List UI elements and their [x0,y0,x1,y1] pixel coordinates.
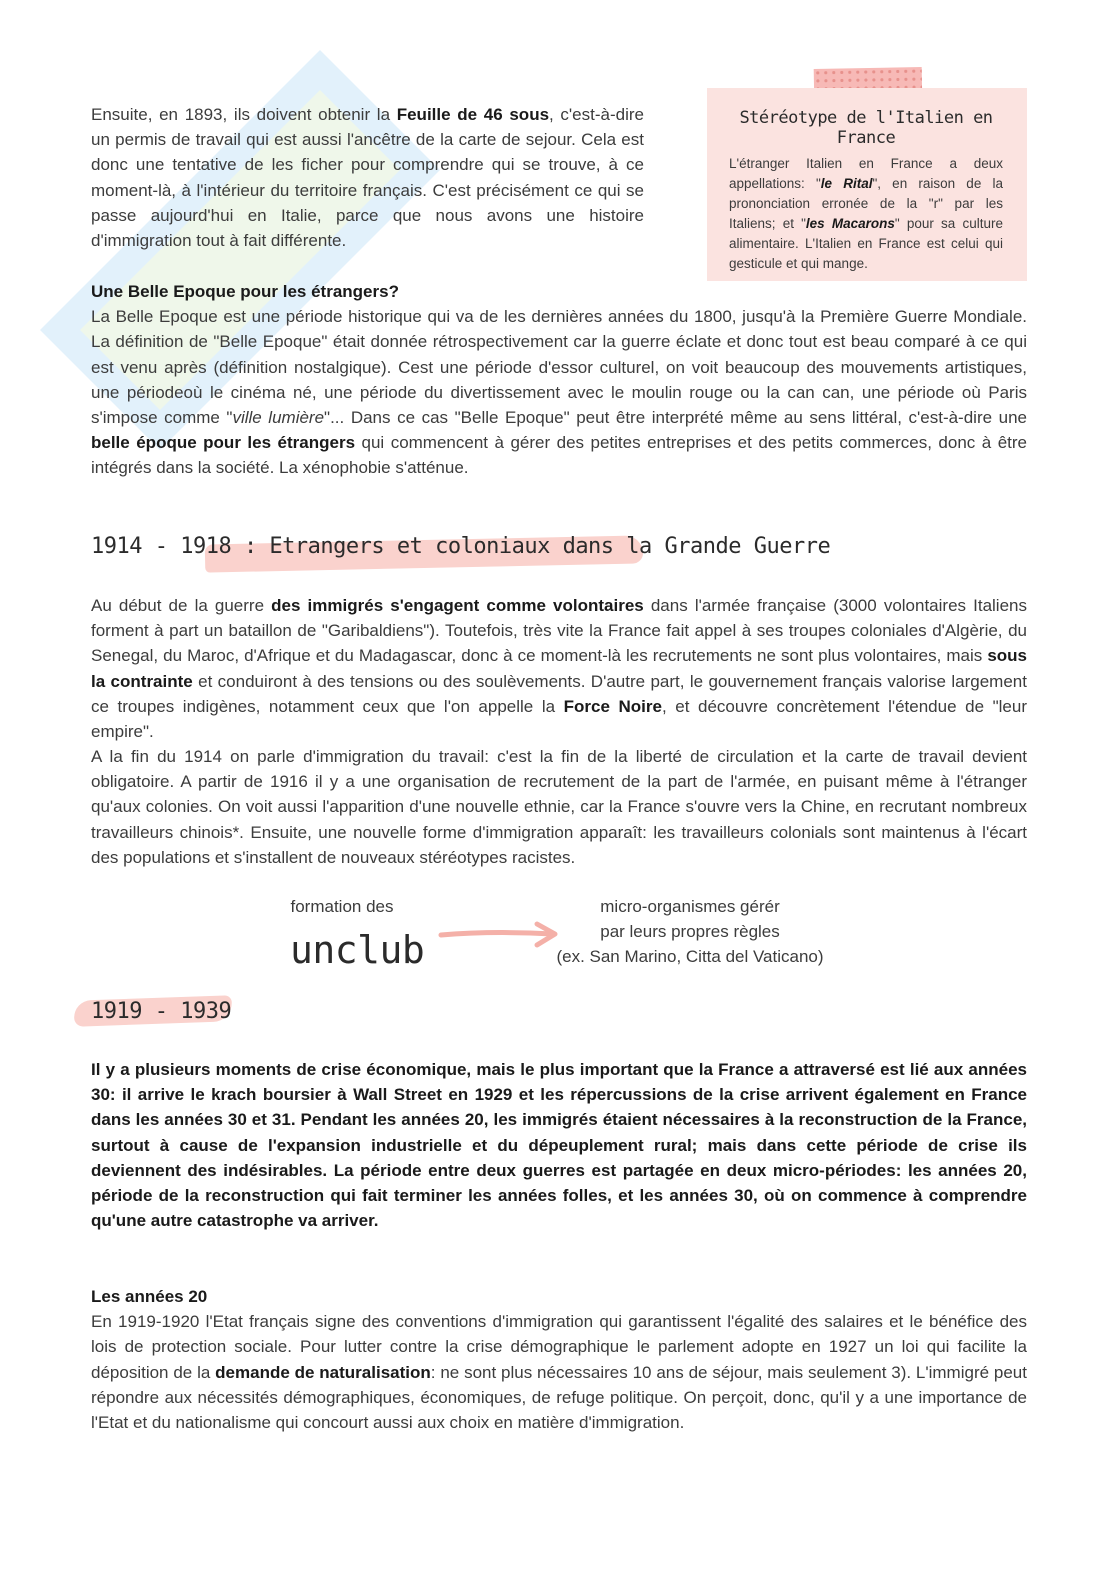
annees-20-title: Les années 20 [91,1287,208,1306]
interwar-bold-paragraph: Il y a plusieurs moments de crise économique, mais le plus important que la France a attraversé est lié aux années 30: il arrive le krach boursier à Wall Street en 1929 et les répercussions de la crise arrivent également en France dans les années 30 et 31. Pendant les années 20, les immigrés étaient nécessaires à la reconstruction de la France, surtout à cause de l'expansion industrielle et du dépeuplement rural; mais dans cette période de crise ils deviennent des indésirables. La période entre deux guerres est partagée en deux micro-périodes: les années 20, période de la reconstruction qui fait terminer les années folles, et les années 30, où on commence à comprendre qu'une autre catastrophe va arriver. [91,1060,1027,1231]
belle-epoque-section: Une Belle Epoque pour les étrangers? La Belle Epoque est une période historique qui va de les dernières années du 1800, jusqu'à la Première Guerre Mondiale. La définition de "Belle Epoque" était donnée rétrospectivement car la guerre éclate et donc tout est beau comparé à ce qui est venu après (définition nostalgique). Cest une période d'essor culturel, on voit beaucoup des mouvements artistiques, une périodeoù le cinéma né, une période du divertissement avec le moulin rouge ou la can can, une période où Paris s'impose comme "ville lumière"... Dans ce cas "Belle Epoque" peut être interprété même au sens littéral, c'est-à-dire une belle époque pour les étrangers qui commencent à gérer des petites entreprises et des petits commerces, donc à être intégrés dans la société. La xénophobie s'atténue. [91,282,1027,478]
note-text: L'étranger Italien en France a deux appellations: "le Rital", en raison de la prononciation erronée de la "r" par les Italiens; et "les Macarons" pour sa culture alimentaire. L'Italien en France est celui qui gesticule et qui mange. [729,156,1004,271]
war-paragraph-2: A la fin du 1914 on parle d'immigration du travail: c'est la fin de la liberté de circulation et la carte de travail devient obligatoire. A partir de 1916 il y a une organisation de recrutement de la part de l'armée, en puisant même à l'étranger qu'aux colonies. On voit aussi l'apparition d'une nouvelle ethnie, car la France s'ouvre vers la Chine, en recrutant nombreux travailleurs chinois*. Ensuite, une nouvelle forme d'immigration apparaît: les travailleurs colonials sont maintenus à l'écart des populations et s'installent de nouveaux stéréotypes racistes. [91,747,1027,867]
diagram-right-text: micro-organismes gérér par leurs propres règles (ex. San Marino, Citta del Vaticano) [556,897,824,966]
intro-paragraph: Ensuite, en 1893, ils doivent obtenir la Feuille de 46 sous, c'est-à-dire un permis de travail qui est aussi l'ancêtre de la carte de sejour. Cela est donc une tentative de les ficher pour comprendre qui se trouve, à ce moment-là, à l'intérieur du territoire français. C'est précisément ce qui se passe aujourd'hui en Italie, parce que nous avons une histoire d'immigration tout à fait différente. [91,105,644,251]
belle-epoque-title: Une Belle Epoque pour les étrangers? [91,282,399,301]
interwar-heading: 1919 - 1939 [91,999,232,1024]
war-paragraph-1: Au début de la guerre des immigrés s'engagent comme volontaires dans l'armée française (3000 volontaires Italiens forment à part un bataillon de "Garibaldiens"). Toutefois, très vite la France fait appel à ses troupes coloniales d'Algèrie, du Senegal, du Maroc, d'Afrique et du Madagascar, donc à ce moment-là les recrutements ne sont plus volontaires, mais sous la contrainte et conduiront à des tensions ou des soulèvements. D'autre part, le gouvernement français valorise largement ce troupes indigènes, notamment ceux que l'on appelle la Force Noire, et découvre concrètement l'étendue de "leur empire". [91,596,1027,742]
note-title: Stéréotype de l'Italien en France [739,108,993,148]
stereotype-note [707,88,1027,281]
annees-20-section: Les années 20 En 1919-1920 l'Etat français signe des conventions d'immigration qui garantissent l'égalité des salaires et le bénéfice des lois de protection sociale. Pour lutter contre la crise démographique le parlement adopte en 1927 un loi qui facilite la déposition de la demande de naturalisation: ne sont plus nécessaires 10 ans de séjour, mais seulement 3). L'immigré peut répondre aux nécessités démographiques, économiques, de refuge politique. On perçoit, donc, qu'il y a une importance de l'Etat et du nationalisme qui concourt aussi aux choix en matière d'immigration. [91,1287,1027,1433]
diagram-left-label: formation des [290,897,394,916]
diagram-unclub: unclub [290,928,425,972]
war-heading: 1914 - 1918 : Etrangers et coloniaux dans la Grande Guerre [91,534,831,559]
